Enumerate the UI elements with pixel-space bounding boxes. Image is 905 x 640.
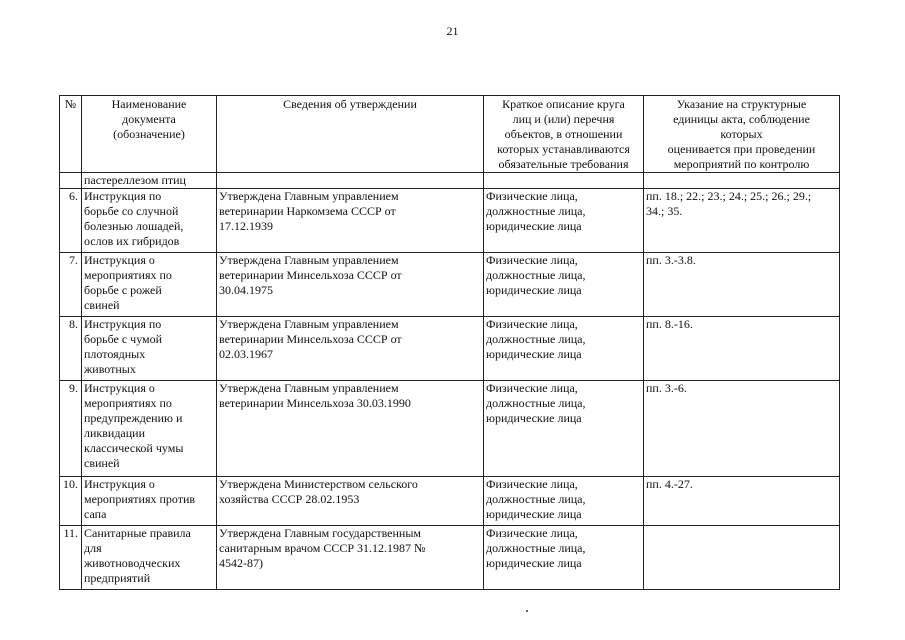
cell-approval: Утверждена Главным государственным санитарным врачом СССР 31.12.1987 № 4542-87): [217, 526, 484, 590]
cell-subjects: Физические лица, должностные лица, юридические лица: [484, 253, 644, 317]
table-row: [60, 317, 840, 381]
cell-units: пп. 4.-27.: [644, 477, 840, 526]
cell-approval: Утверждена Главным управлением ветеринарии Минсельхоза СССР от 30.04.1975: [217, 253, 484, 317]
cell-approval: [217, 173, 484, 189]
cell-subjects: [484, 173, 644, 189]
cell-approval: Утверждена Главным управлением ветеринарии Минсельхоза СССР от 02.03.1967: [217, 317, 484, 381]
cell-units: пп. 8.-16.: [644, 317, 840, 381]
cell-number: [60, 173, 82, 189]
header-structural-units: Указание на структурные единицы акта, соблюдение которых оценивается при проведении мероприятий по контролю: [644, 96, 840, 173]
cell-subjects: Физические лица, должностные лица, юридические лица: [484, 526, 644, 590]
header-subjects-description: Краткое описание круга лиц и (или) перечня объектов, в отношении которых устанавливаются обязательные требования: [484, 96, 644, 173]
table-row: [60, 253, 840, 317]
page-number: 21: [446, 24, 459, 38]
cell-document-name: Инструкция по борьбе с чумой плотоядных животных: [82, 317, 217, 381]
cell-number: 6.: [60, 189, 82, 253]
scan-speck: [526, 610, 528, 612]
cell-document-name: Инструкция о мероприятиях по борьбе с рожей свиней: [82, 253, 217, 317]
cell-number: 11.: [60, 526, 82, 590]
regulations-table: [59, 95, 840, 590]
cell-units: пп. 3.-6.: [644, 381, 840, 477]
cell-document-name: пастереллезом птиц: [82, 173, 217, 189]
cell-document-name: Инструкция о мероприятиях по предупреждению и ликвидации классической чумы свиней: [82, 381, 217, 477]
header-document-name: Наименование документа (обозначение): [82, 96, 217, 173]
cell-approval: Утверждена Главным управлением ветеринарии Минсельхоза 30.03.1990: [217, 381, 484, 477]
table-row: [60, 381, 840, 477]
cell-subjects: Физические лица, должностные лица, юридические лица: [484, 381, 644, 477]
cell-units: пп. 18.; 22.; 23.; 24.; 25.; 26.; 29.; 34.; 35.: [644, 189, 840, 253]
cell-subjects: Физические лица, должностные лица, юридические лица: [484, 189, 644, 253]
header-number: №: [60, 96, 82, 173]
cell-document-name: Инструкция о мероприятиях против сапа: [82, 477, 217, 526]
cell-approval: Утверждена Министерством сельского хозяйства СССР 28.02.1953: [217, 477, 484, 526]
table-header-row: [60, 96, 840, 173]
cell-number: 7.: [60, 253, 82, 317]
cell-document-name: Инструкция по борьбе со случной болезнью лошадей, ослов их гибридов: [82, 189, 217, 253]
cell-units: [644, 526, 840, 590]
cell-subjects: Физические лица, должностные лица, юридические лица: [484, 477, 644, 526]
cell-subjects: Физические лица, должностные лица, юридические лица: [484, 317, 644, 381]
cell-document-name: Санитарные правила для животноводческих предприятий: [82, 526, 217, 590]
header-approval-info: Сведения об утверждении: [217, 96, 484, 173]
cell-units: пп. 3.-3.8.: [644, 253, 840, 317]
table-row: [60, 477, 840, 526]
cell-number: 10.: [60, 477, 82, 526]
cell-approval: Утверждена Главным управлением ветеринарии Наркомзема СССР от 17.12.1939: [217, 189, 484, 253]
table-row: [60, 189, 840, 253]
cell-units: [644, 173, 840, 189]
table-row: [60, 526, 840, 590]
cell-number: 8.: [60, 317, 82, 381]
table-row-continuation: [60, 173, 840, 189]
cell-number: 9.: [60, 381, 82, 477]
